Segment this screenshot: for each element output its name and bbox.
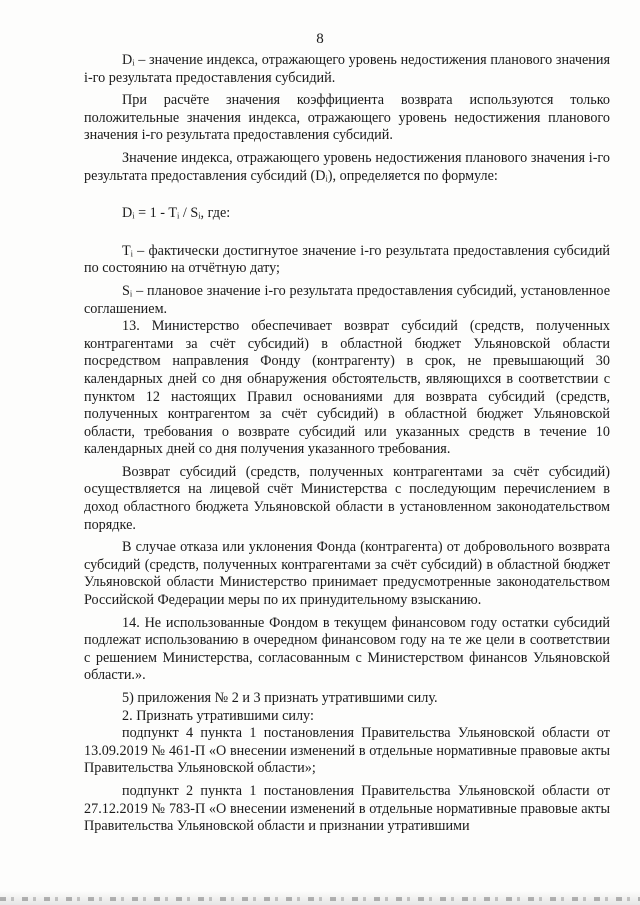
paragraph-item-2: 2. Признать утратившими силу: — [122, 707, 314, 724]
paragraph-subitem-2: подпункт 2 пункта 1 постановления Правительства Ульяновской области от 27.12.2019 № 783-П «О внесении изменений в отдельные нормативные правовые акты Правительства Ульяновской области и признании утратившими — [84, 782, 610, 835]
paragraph-subitem-4: подпункт 4 пункта 1 постановления Правительства Ульяновской области от 13.09.2019 № 461-П «О внесении изменений в отдельные нормативные правовые акты Правительства Ульяновской области»; — [84, 725, 610, 777]
paragraph-ti-definition: Tᵢ – фактически достигнутое значение i-го результата предоставления субсидий по состоянию на отчётную дату; — [84, 242, 610, 277]
document-body — [84, 52, 610, 836]
paragraph-calculation-note: При расчёте значения коэффициента возврата используются только положительные значения индекса, отражающего уровень недостижения планового значения i-го результата предоставления субсидий. — [84, 92, 610, 144]
paragraph-di-definition: Dᵢ – значение индекса, отражающего уровень недостижения планового значения i-го результата предоставления субсидий. — [84, 52, 610, 86]
paragraph-refund: Возврат субсидий (средств, полученных контрагентами за счёт субсидий) осуществляется на лицевой счёт Министерства с последующим перечислением в доход областного бюджета Ульяновской области в установленном законодательством порядке. — [84, 463, 610, 533]
paragraph-14: 14. Не использованные Фондом в текущем финансовом году остатки субсидий подлежат использованию в очередном финансовом году на те же цели в соответствии с решением Министерства, согласованным с Министерством финансов Ульяновской области.». — [84, 614, 610, 684]
scan-edge-artifacts — [0, 897, 640, 901]
paragraph-refusal: В случае отказа или уклонения Фонда (контрагента) от добровольного возврата субсидий (средств, полученных контрагентами за счёт субсидий) в областной бюджет Ульяновской области Министерство принимает предусмотренные законодательством Российской Федерации меры по их принудительному взысканию. — [84, 539, 610, 609]
paragraph-index-intro: Значение индекса, отражающего уровень недостижения планового значения i-го результата предоставления субсидий (Dᵢ), определяется по формуле: — [84, 149, 610, 184]
formula: Dᵢ = 1 - Tᵢ / Sᵢ, где: — [122, 205, 231, 222]
paragraph-si-definition: Sᵢ – плановое значение i-го результата предоставления субсидий, установленное соглашением. — [84, 282, 610, 317]
page-number: 8 — [316, 31, 324, 47]
paragraph-item-5: 5) приложения № 2 и 3 признать утратившими силу. — [122, 690, 438, 706]
paragraph-13: 13. Министерство обеспечивает возврат субсидий (средств, полученных контрагентами за счёт субсидий) в областной бюджет Ульяновской области посредством направления Фонду (контрагенту) в срок, не превышающий 30 календарных дней со дня обнаружения обстоятельств, являющихся в соответствии с пунктом 12 настоящих Правил основаниями для возврата субсидий (средств, полученных контрагентом за счёт субсидий) в областной бюджет Ульяновской области, требования о возврате субсидий или указанных средств в течение 10 календарных дней со дня получения указанного требования. — [84, 318, 610, 458]
